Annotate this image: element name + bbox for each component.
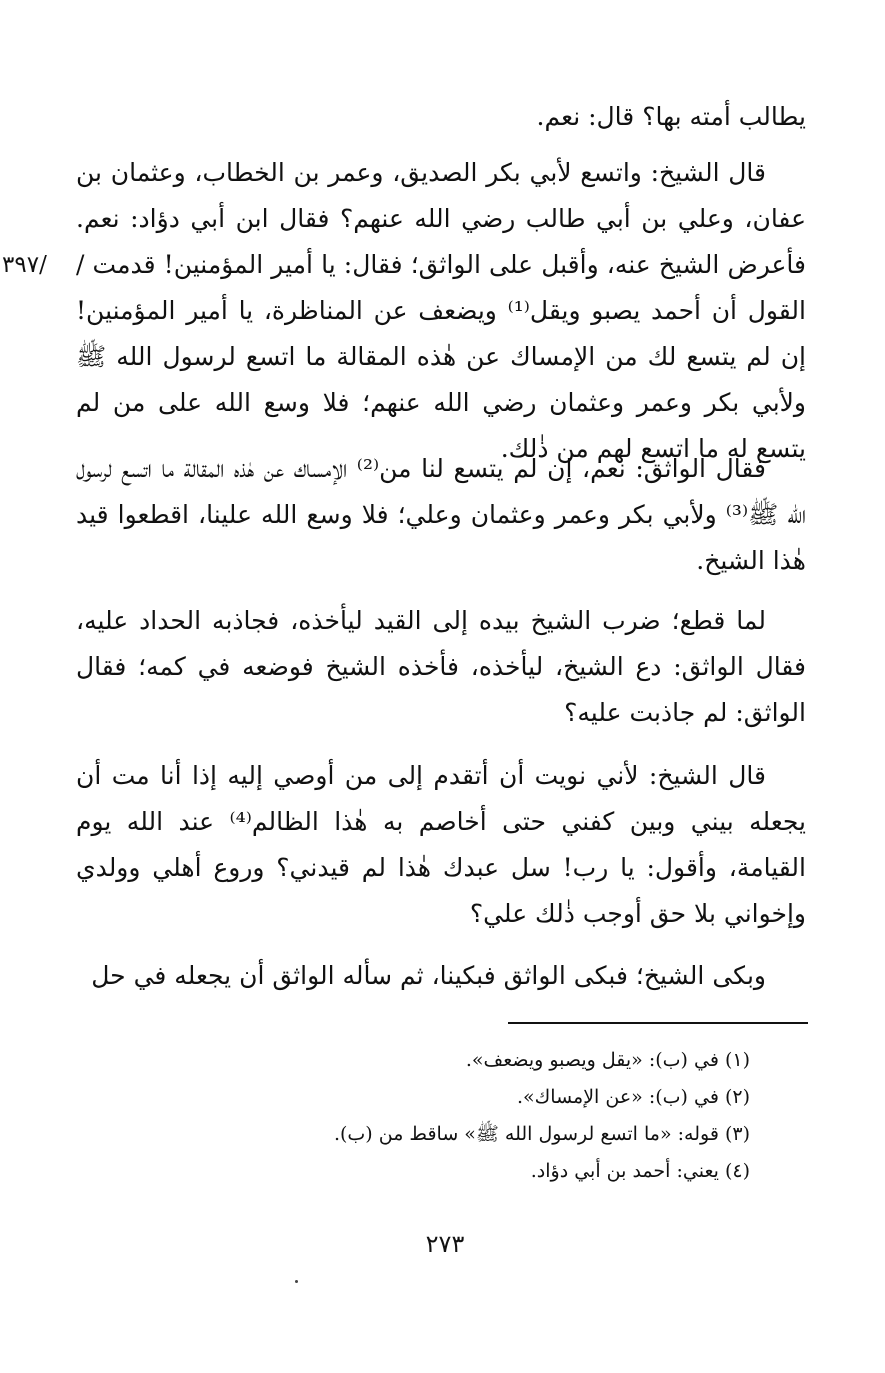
- opening-line: [76, 94, 806, 140]
- page-number: ٢٧٣: [425, 1230, 465, 1258]
- footnote: (٣) قوله: «ما اتسع لرسول الله ﷺ» ساقط من (ب).: [333, 1123, 750, 1145]
- paragraph: يطالب أمته بها؟ قال: نعم.: [536, 102, 806, 131]
- paragraph-3-block: [76, 598, 806, 736]
- footnote: (٤) يعني: أحمد بن أبي دؤاد.: [530, 1160, 750, 1182]
- footnote-divider: [508, 1022, 808, 1024]
- paragraph: قال الشيخ: لأني نويت أن أتقدم إلى من أوصي إليه إذا أنا مت أن يجعله بيني وبين كفني حتى أخاصم به هٰذا الظالم⁽⁴⁾ عند الله يوم القيامة، وأقول: يا رب! سل عبدك هٰذا لم قيدني؟ وروع أهلي وولدي وإخواني بلا حق أوجب ذٰلك علي؟: [76, 761, 806, 928]
- paragraph: قال الشيخ: واتسع لأبي بكر الصديق، وعمر بن الخطاب، وعثمان بن عفان، وعلي بن أبي طالب رضي الله عنهم؟ فقال ابن أبي دؤاد: نعم. فأعرض الشيخ عنه، وأقبل على الواثق؛ فقال: يا أمير المؤمنين! قدمت / القول أن أحمد يصبو ويقل⁽¹⁾ ويضعف عن المناظرة، يا أمير المؤمنين! إن لم يتسع لك من الإمساك عن هٰذه المقالة ما اتسع لرسول الله ﷺ ولأبي بكر وعمر وعثمان رضي الله عنهم؛ فلا وسع الله على من لم يتسع له ما اتسع لهم من ذٰلك.: [76, 158, 806, 463]
- paragraph-5-block: [76, 953, 806, 999]
- paragraph: فقال الواثق: نعم، إن لم يتسع لنا من⁽²⁾ الإمساك عن هٰذه المقالة ما اتسع لرسول الله ﷺ⁽³⁾ ولأبي بكر وعمر وعثمان وعلي؛ فلا وسع الله علينا، اقطعوا قيد هٰذا الشيخ.: [76, 454, 806, 575]
- paragraph: لما قطع؛ ضرب الشيخ بيده إلى القيد ليأخذه، فجاذبه الحداد عليه، فقال الواثق: دع الشيخ، ليأخذه، فأخذه الشيخ فوضعه في كمه؛ فقال الواثق: لم جاذبت عليه؟: [76, 606, 806, 727]
- margin-page-reference: /٣٩٧: [2, 252, 47, 278]
- footnotes: [100, 1042, 750, 1190]
- footnote: (٢) في (ب): «عن الإمساك».: [516, 1086, 750, 1108]
- paragraph-4-block: [76, 753, 806, 937]
- paragraph: وبكى الشيخ؛ فبكى الواثق فبكينا، ثم سأله الواثق أن يجعله في حل: [91, 961, 766, 990]
- paragraph-2-block: [76, 446, 806, 584]
- paragraph-1-block: [76, 150, 806, 472]
- footnote: (١) في (ب): «يقل ويصبو ويضعف».: [465, 1049, 750, 1071]
- scan-speck: [295, 1280, 298, 1283]
